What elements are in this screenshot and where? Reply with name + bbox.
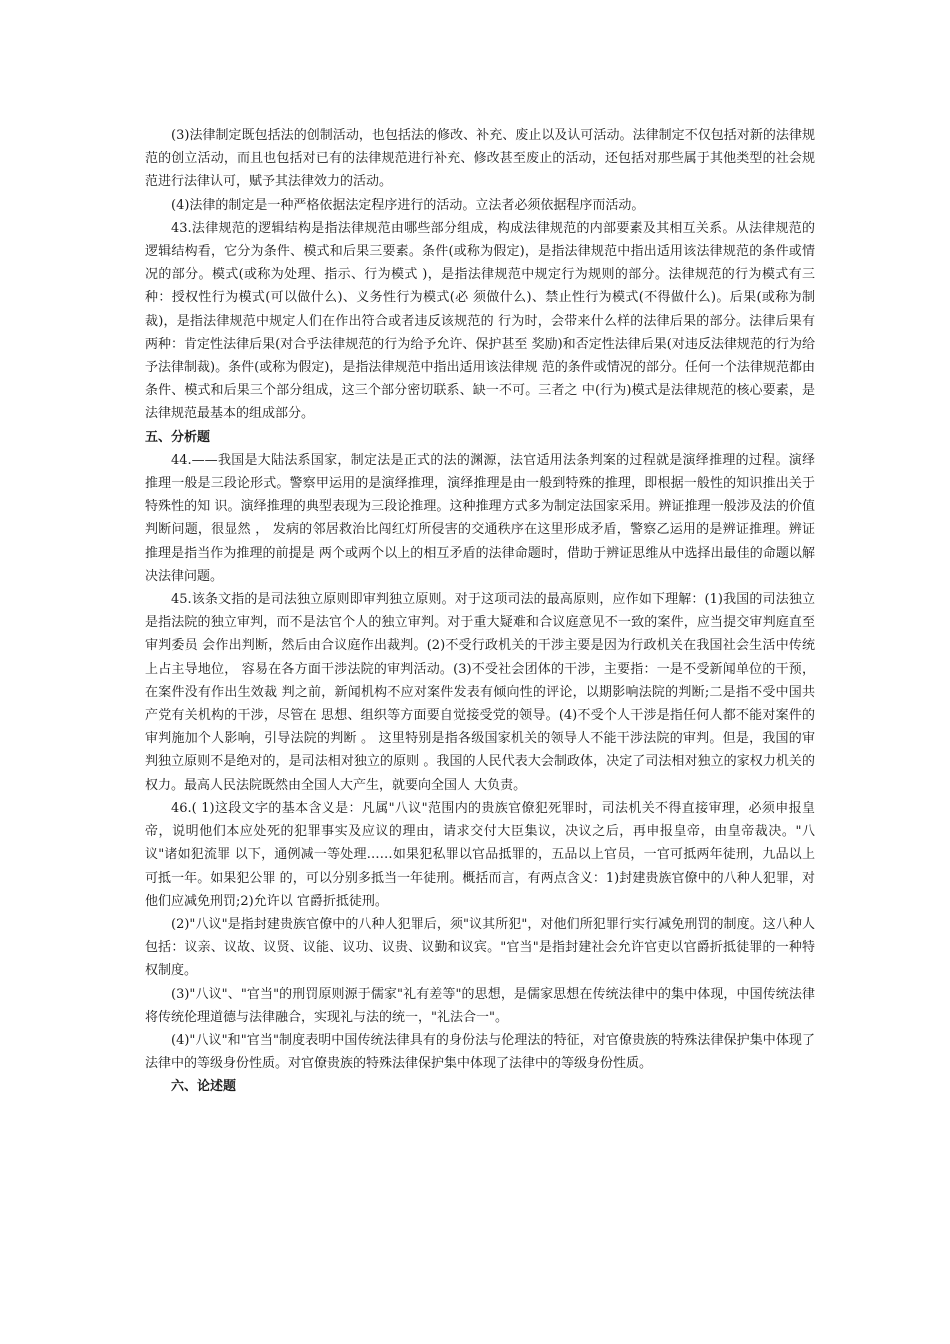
document-body xyxy=(145,124,815,1099)
paragraph-law-making-3: (3)法律制定既包括法的创制活动，也包括法的修改、补充、废止以及认可活动。法律制定不仅包括对新的法律规范的创立活动，而且也包括对已有的法律规范进行补充、修改甚至废止的活动，还包括对那些属于其他类型的社会规范进行法律认可，赋予其法律效力的活动。 xyxy=(145,128,815,190)
section-heading-analysis: 五、分析题 xyxy=(145,429,211,445)
paragraph-answer-43: 43.法律规范的逻辑结构是指法律规范由哪些部分组成，构成法律规范的内部要素及其相互关系。从法律规范的逻辑结构看，它分为条件、模式和后果三要素。条件(或称为假定)，是指法律规范中指出适用该法律规范的条件或情况的部分。模式(或称为处理、指示、行为模式 )，是指法律规范中规定行为规则的部分。法律规范的行为模式有三种：授权性行为模式(可以做什么)、义务性行为模式(必 须做什么)、禁止性行为模式(不得做什么)。后果(或称为制裁)，是指法律规范中规定人们在作出符合或者违反该规范的 行为时，会带来什么样的法律后果的部分。法律后果有两种：肯定性法律后果(对合乎法律规范的行为给予允许、保护甚至 奖励)和否定性法律后果(对违反法律规范的行为给予法律制裁)。条件(或称为假定)，是指法律规范中指出适用该法律规 范的条件或情况的部分。任何一个法律规范都由条件、模式和后果三个部分组成，这三个部分密切联系、缺一不可。三者之 中(行为)模式是法律规范的核心要素，是法律规范最基本的组成部分。 xyxy=(145,220,815,422)
paragraph-answer-46-1: 46.( 1)这段文字的基本含义是：凡属"八议"范围内的贵族官僚犯死罪时，司法机关不得直接审理，必须申报皇帝，说明他们本应处死的犯罪事实及应议的理由，请求交付大臣集议，决议之后，再申报皇帝，由皇帝裁决。"八议"诸如犯流罪 以下，通例减一等处理……如果犯私罪以官品抵罪的，五品以上官员，一官可抵两年徒刑，九品以上可抵一年。如果犯公罪 的，可以分别多抵当一年徒刑。概括而言，有两点含义：1)封建贵族官僚中的八种人犯罪，对他们应减免刑罚;2)允许以 官爵折抵徒刑。 xyxy=(145,800,815,909)
section-heading-essay: 六、论述题 xyxy=(171,1079,237,1095)
paragraph-answer-45: 45.该条文指的是司法独立原则即审判独立原则。对于这项司法的最高原则，应作如下理解：(1)我国的司法独立是指法院的独立审判，而不是法官个人的独立审判。对于重大疑难和合议庭意见不一致的案件，应当提交审判庭直至审判委员 会作出判断，然后由合议庭作出裁判。(2)不受行政机关的干涉主要是因为行政机关在我国社会生活中传统上占主导地位， 容易在各方面干涉法院的审判活动。(3)不受社会团体的干涉，主要指：一是不受新闻单位的干预，在案件没有作出生效裁 判之前，新闻机构不应对案件发表有倾向性的评论，以期影响法院的判断;二是指不受中国共产党有关机构的干涉，尽管在 思想、组织等方面要自觉接受党的领导。(4)不受个人干涉是指任何人都不能对案件的审判施加个人影响，引导法院的判断 。 这里特别是指各级国家机关的领导人不能干涉法院的审判。但是，我国的审判独立原则不是绝对的，是司法相对独立的原则 。我国的人民代表大会制政体，决定了司法相对独立的家权力机关的权力。最高人民法院既然由全国人大产生，就要向全国人 大负责。 xyxy=(145,592,815,793)
paragraph-answer-46-4: (4)"八议"和"官当"制度表明中国传统法律具有的身份法与伦理法的特征，对官僚贵族的特殊法律保护集中体现了法律中的等级身份性质。对官僚贵族的特殊法律保护集中体现了法律中的等级身份性质。 xyxy=(145,1032,815,1072)
paragraph-law-making-4: (4)法律的制定是一种严格依据法定程序进行的活动。立法者必须依据程序而活动。 xyxy=(171,197,645,213)
paragraph-answer-44: 44.——我国是大陆法系国家，制定法是正式的法的渊源，法官适用法条判案的过程就是演绎推理的过程。演绎推理一般是三段论形式。警察甲运用的是演绎推理，演绎推理是由一般到特殊的推理，即根据一般性的知识推出关于特殊性的知 识。演绎推理的典型表现为三段论推理。这种推理方式多为制定法国家采用。辨证推理一般涉及法的价值判断问题，很显然 ， 发病的邻居救治比闯红灯所侵害的交通秩序在这里形成矛盾，警察乙运用的是辨证推理。辨证推理是指当作为推理的前提是 两个或两个以上的相互矛盾的法律命题时，借助于辨证思维从中选择出最佳的命题以解决法律问题。 xyxy=(145,452,815,584)
paragraph-answer-46-2: (2)"八议"是指封建贵族官僚中的八种人犯罪后，须"议其所犯"，对他们所犯罪行实行减免刑罚的制度。这八种人包括：议亲、议故、议贤、议能、议功、议贵、议勤和议宾。"官当"是指封建社会允许官吏以官爵折抵徒罪的一种特权制度。 xyxy=(145,916,815,979)
paragraph-answer-46-3: (3)"八议"、"官当"的刑罚原则源于儒家"礼有差等"的思想，是儒家思想在传统法律中的集中体现，中国传统法律将传统伦理道德与法律融合，实现礼与法的统一，"礼法合一"。 xyxy=(145,986,815,1025)
